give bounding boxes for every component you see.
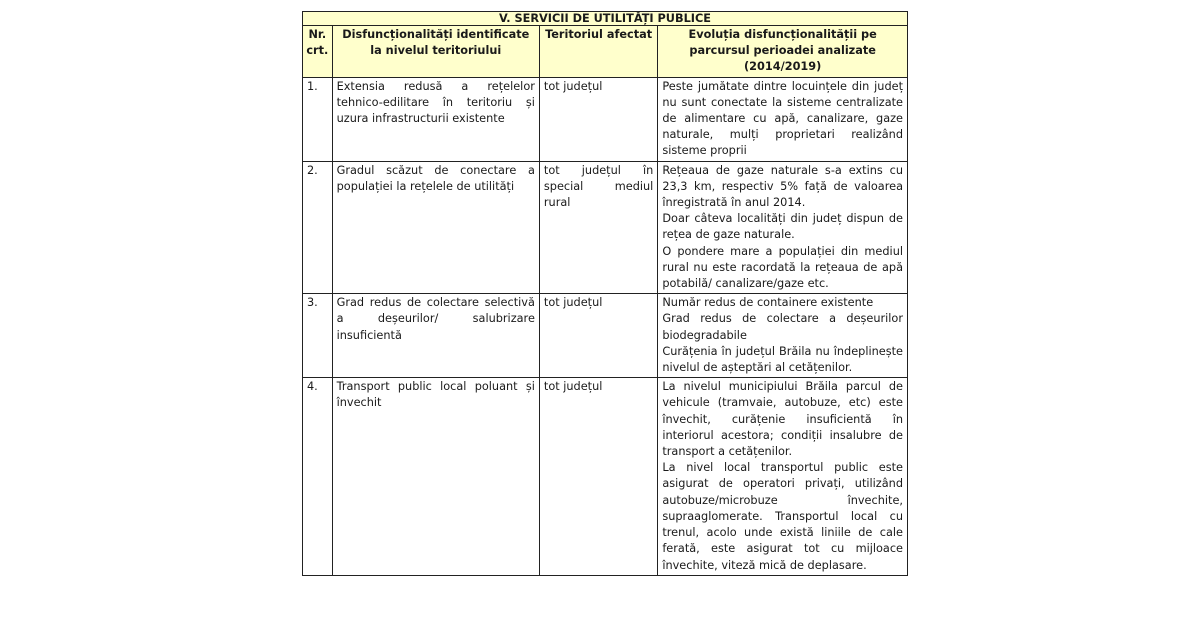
section-title: V. SERVICII DE UTILITĂȚI PUBLICE: [303, 12, 908, 26]
evolutie-paragraph: La nivel local transportul public este asigurat de operatori privați, utilizând autobuze/microbuze învechite, supraaglomerate. Transportul local cu trenul, acolo unde există liniile de cale ferată, este asigurat tot cu mijloace învechite, viteză mică de deplasare.: [662, 461, 903, 572]
row-disfunctionalitate: Extensia redusă a rețelelor tehnico-edilitare în teritoriu și uzura infrastructurii existente: [332, 77, 539, 161]
row-evolutie: [658, 294, 908, 378]
evolutie-paragraph: Curățenia în județul Brăila nu îndeplinește nivelul de așteptări al cetățenilor.: [662, 344, 903, 375]
row-nr: 1.: [303, 77, 333, 161]
evolutie-paragraph: Grad redus de colectare a deșeurilor biodegradabile: [662, 312, 903, 342]
header-evolutia: Evoluția disfuncționalității pe parcursul perioadei analizate (2014/2019): [658, 26, 908, 78]
evolutie-paragraph: Peste jumătate dintre locuințele din județ nu sunt conectate la sisteme centralizate de alimentare cu apă, canalizare, gaze naturale, mulți proprietari realizând sisteme proprii: [662, 79, 903, 158]
row-teritoriu: tot județul: [539, 378, 657, 575]
evolutie-paragraph: La nivelul municipiului Brăila parcul de vehicule (tramvaie, autobuze, etc) este învechit, curățenie insuficientă în interiorul acestora; condiții insalubre de transport a cetățenilor.: [662, 380, 903, 459]
row-evolutie: [658, 378, 908, 575]
row-nr: 4.: [303, 378, 333, 575]
evolutie-paragraph: Număr redus de containere existente: [662, 296, 874, 310]
row-disfunctionalitate: Transport public local poluant și învechit: [332, 378, 539, 575]
row-teritoriu: tot județul în special mediul rural: [539, 161, 657, 294]
header-nr: Nr. crt.: [303, 26, 333, 78]
header-teritoriul: Teritoriul afectat: [539, 26, 657, 78]
row-evolutie: [658, 161, 908, 294]
row-nr: 3.: [303, 294, 333, 378]
document-page: [302, 11, 908, 576]
table-row: [303, 161, 908, 294]
row-teritoriu: tot județul: [539, 294, 657, 378]
row-teritoriu: tot județul: [539, 77, 657, 161]
evolutie-paragraph: O pondere mare a populației din mediul rural nu este racordată la rețeaua de apă potabilă/ canalizare/gaze etc.: [662, 244, 903, 291]
table-row: [303, 294, 908, 378]
header-row: [303, 26, 908, 78]
evolutie-paragraph: Doar câteva localități din județ dispun de rețea de gaze naturale.: [662, 212, 903, 242]
section-title-row: [303, 12, 908, 26]
row-disfunctionalitate: Grad redus de colectare selectivă a deșeurilor/ salubrizare insuficientă: [332, 294, 539, 378]
evolutie-paragraph: Rețeaua de gaze naturale s-a extins cu 23,3 km, respectiv 5% față de valoarea înregistrată în anul 2014.: [662, 163, 903, 210]
table-row: [303, 77, 908, 161]
row-nr: 2.: [303, 161, 333, 294]
row-disfunctionalitate: Gradul scăzut de conectare a populației la rețelele de utilități: [332, 161, 539, 294]
table-row: [303, 378, 908, 575]
row-evolutie: [658, 77, 908, 161]
utilities-table: [302, 11, 908, 576]
header-disfunctionalitati: Disfuncționalități identificate la nivelul teritoriului: [332, 26, 539, 78]
